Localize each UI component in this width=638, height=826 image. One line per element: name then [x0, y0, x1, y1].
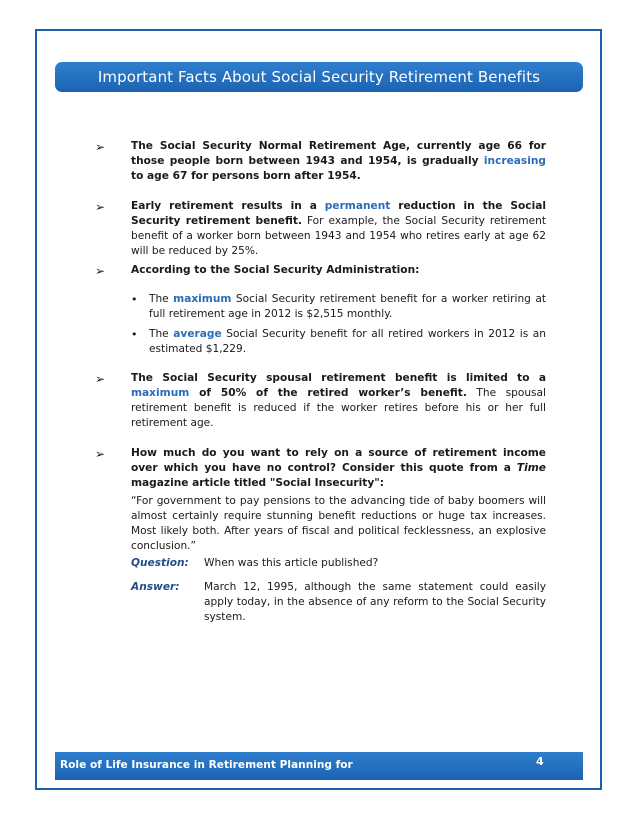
answer-text: March 12, 1995, although the same statement could easily apply today, in the absence of any reform to the Social Security system. — [204, 581, 546, 623]
fact-early-retirement: Early retirement results in a permanent reduction in the Social Security retirement benefit. For example, the Social Security retirement benefit of a worker born between 1943 and 1954 who retires early at age 62 will be reduced by 25%. — [131, 200, 546, 257]
retirement-income-question: How much do you want to rely on a source of retirement income over which you have no control? Consider this quote from a Time magazine article titled "Social Insecurity": — [131, 447, 546, 489]
question-text: When was this article published? — [204, 557, 379, 569]
fact-spousal-benefit: The Social Security spousal retirement benefit is limited to a maximum of 50% of the retired worker’s benefit. The spousal retirement benefit is reduced if the worker retires before his or her full retirement age. — [131, 372, 546, 429]
arrow-bullet-icon: ➢ — [95, 264, 106, 278]
arrow-bullet-icon: ➢ — [95, 372, 106, 386]
dot-bullet-icon: • — [131, 293, 138, 306]
arrow-bullet-icon: ➢ — [95, 140, 106, 154]
arrow-bullet-icon: ➢ — [95, 447, 106, 461]
fact-normal-retirement-age: The Social Security Normal Retirement Age, currently age 66 for those people born between 1943 and 1954, is gradually increasing to age 67 for persons born after 1954. — [131, 140, 546, 182]
fact-maximum-benefit: The maximum Social Security retirement benefit for a worker retiring at full retirement age in 2012 is $2,515 monthly. — [149, 293, 546, 320]
time-magazine-quote: “For government to pay pensions to the advancing tide of baby boomers will almost certainly require stunning benefit reductions or huge tax increases. Most likely both. After years of fiscal and political fecklessness, an explosive conclusion.” — [131, 495, 546, 552]
page-title: Important Facts About Social Security Retirement Benefits — [55, 62, 583, 92]
footer-title: Role of Life Insurance in Retirement Planning for — [60, 759, 353, 771]
ssa-heading: According to the Social Security Administration: — [131, 264, 420, 276]
arrow-bullet-icon: ➢ — [95, 200, 106, 214]
fact-average-benefit: The average Social Security benefit for all retired workers in 2012 is an estimated $1,229. — [149, 328, 546, 355]
page-number: 4 — [536, 755, 544, 768]
answer-label: Answer: — [131, 581, 180, 593]
dot-bullet-icon: • — [131, 328, 138, 341]
question-label: Question: — [131, 557, 189, 569]
